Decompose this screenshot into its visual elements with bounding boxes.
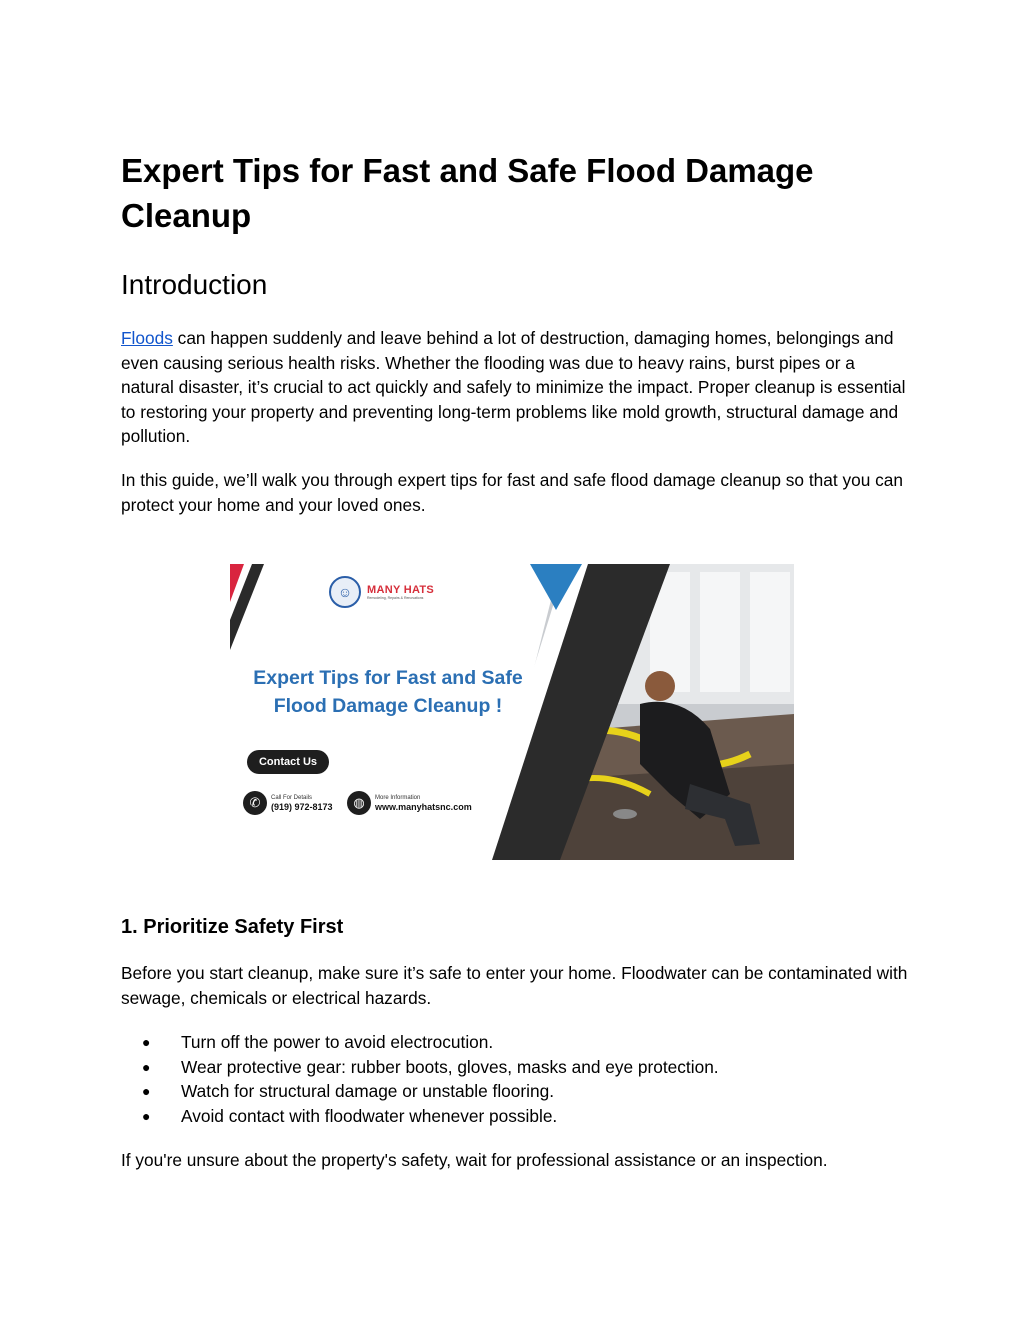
list-item: ● Turn off the power to avoid electrocution. (121, 1030, 911, 1055)
bullet-icon: ● (142, 1083, 151, 1099)
website-label: More Information (375, 794, 421, 801)
intro-paragraph-1-text: can happen suddenly and leave behind a lot of destruction, damaging homes, belongings and even causing serious health risks. Whether the flooding was due to heavy rains, burst pipes or a natural disaster, it’s crucial to act quickly and safely to minimize the impact. Proper cleanup is essential to restoring your property and preventing long-term problems like mold growth, structural damage and pollution. (121, 328, 906, 446)
safety-bullet-list (121, 1030, 911, 1128)
brand-name: MANY HATS (367, 583, 435, 596)
banner-image (230, 564, 794, 860)
website-url: www.manyhatsnc.com (375, 801, 472, 812)
section-1-paragraph-1: Before you start cleanup, make sure it’s safe to enter your home. Floodwater can be contaminated with sewage, chemicals or electrical hazards. (121, 963, 908, 1008)
banner-headline: Expert Tips for Fast and Safe Flood Damage Cleanup ! (253, 667, 523, 717)
globe-icon: ◍ (347, 791, 371, 815)
floods-link[interactable]: Floods (121, 328, 173, 348)
brand-tagline: Remodeling, Repairs & Renovations (367, 595, 424, 600)
list-item: ● Watch for structural damage or unstable flooring. (121, 1079, 911, 1104)
list-item: ● Avoid contact with floodwater whenever possible. (121, 1104, 911, 1129)
website-info (347, 791, 472, 815)
mascot-logo-icon: ☺ (329, 576, 361, 608)
phone-icon: ✆ (243, 791, 267, 815)
intro-paragraph-1 (121, 326, 911, 449)
bullet-icon: ● (142, 1107, 151, 1124)
bullet-icon: ● (142, 1034, 151, 1050)
contact-us-button[interactable]: Contact Us (247, 750, 329, 774)
intro-paragraph-2: In this guide, we’ll walk you through expert tips for fast and safe flood damage cleanup so that you can protect your home and your loved ones. (121, 470, 903, 515)
phone-info (243, 791, 333, 815)
introduction-heading: Introduction (121, 269, 268, 300)
bullet-icon: ● (142, 1058, 151, 1075)
section-1-heading: 1. Prioritize Safety First (121, 916, 344, 938)
brand-logo-block (329, 576, 434, 608)
phone-label: Call For Details (271, 794, 313, 801)
list-item: ● Wear protective gear: rubber boots, gloves, masks and eye protection. (121, 1055, 911, 1080)
phone-number: (919) 972-8173 (271, 801, 333, 812)
document-title: Expert Tips for Fast and Safe Flood Damage Cleanup (121, 152, 814, 234)
section-1-paragraph-2: If you're unsure about the property's safety, wait for professional assistance or an inspection. (121, 1150, 828, 1170)
